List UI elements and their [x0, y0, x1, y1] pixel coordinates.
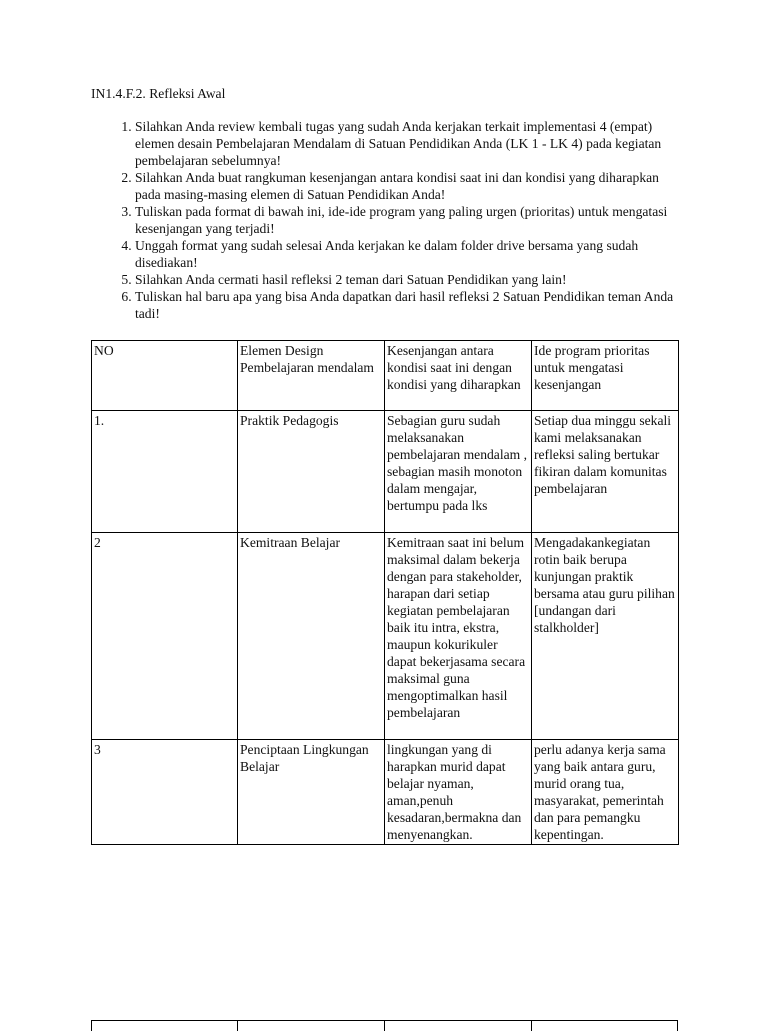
instruction-item: 5. Silahkan Anda cermati hasil refleksi 2 teman dari Satuan Pendidikan yang lain!	[135, 271, 681, 288]
table-cell: lingkungan yang di harapkan murid dapat belajar nyaman, aman,penuh kesadaran,bermakna dan menyenangkan.	[385, 740, 532, 845]
table-cell: Mengadakankegiatan rotin baik berupa kunjungan praktik bersama atau guru pilihan [undangan dari stalkholder]	[532, 533, 679, 740]
instruction-item: 2. Silahkan Anda buat rangkuman kesenjangan antara kondisi saat ini dan kondisi yang diharapkan pada masing-masing elemen di Satuan Pendidikan Anda!	[135, 169, 681, 203]
next-page-table-stub	[91, 1020, 678, 1030]
instruction-item: 3. Tuliskan pada format di bawah ini, ide-ide program yang paling urgen (prioritas) untuk mengatasi kesenjangan yang terjadi!	[135, 203, 681, 237]
table-cell: Kemitraan saat ini belum maksimal dalam bekerja dengan para stakeholder, harapan dari setiap kegiatan pembelajaran baik itu intra, ekstra, maupun kokurikuler dapat bekerjasama secara maksimal guna mengoptimalkan hasil pembelajaran	[385, 533, 532, 740]
table-cell: perlu adanya kerja sama yang baik antara guru, murid orang tua, masyarakat, pemerintah dan para pemangku kepentingan.	[532, 740, 679, 845]
header-cell-gap: Kesenjangan antara kondisi saat ini dengan kondisi yang diharapkan	[385, 341, 532, 411]
table-header-row	[92, 341, 679, 411]
instruction-item: 4. Unggah format yang sudah selesai Anda kerjakan ke dalam folder drive bersama yang sudah disediakan!	[135, 237, 681, 271]
instruction-list	[91, 118, 681, 322]
table-row	[92, 740, 679, 845]
table-cell: 1.	[92, 411, 238, 533]
table-row	[92, 533, 679, 740]
table-cell: Setiap dua minggu sekali kami melaksanakan refleksi saling bertukar fikiran dalam komunitas pembelajaran	[532, 411, 679, 533]
table-cell: Kemitraan Belajar	[238, 533, 385, 740]
instruction-item: 6. Tuliskan hal baru apa yang bisa Anda dapatkan dari hasil refleksi 2 Satuan Pendidikan teman Anda tadi!	[135, 288, 681, 322]
document-heading: IN1.4.F.2. Refleksi Awal	[91, 86, 226, 101]
table-cell: 3	[92, 740, 238, 845]
table-cell: Penciptaan Lingkungan Belajar	[238, 740, 385, 845]
header-cell-no: NO	[92, 341, 238, 411]
instruction-item: 1. Silahkan Anda review kembali tugas yang sudah Anda kerjakan terkait implementasi 4 (empat) elemen desain Pembelajaran Mendalam di Satuan Pendidikan Anda (LK 1 - LK 4) pada kegiatan pembelajaran sebelumnya!	[135, 118, 681, 169]
table-row	[92, 411, 679, 533]
table-cell: Sebagian guru sudah melaksanakan pembelajaran mendalam , sebagian masih monoton dalam mengajar, bertumpu pada lks	[385, 411, 532, 533]
reflection-table	[91, 340, 679, 845]
table-cell: Praktik Pedagogis	[238, 411, 385, 533]
header-cell-program: Ide program prioritas untuk mengatasi kesenjangan	[532, 341, 679, 411]
header-cell-element: Elemen Design Pembelajaran mendalam	[238, 341, 385, 411]
table-cell: 2	[92, 533, 238, 740]
